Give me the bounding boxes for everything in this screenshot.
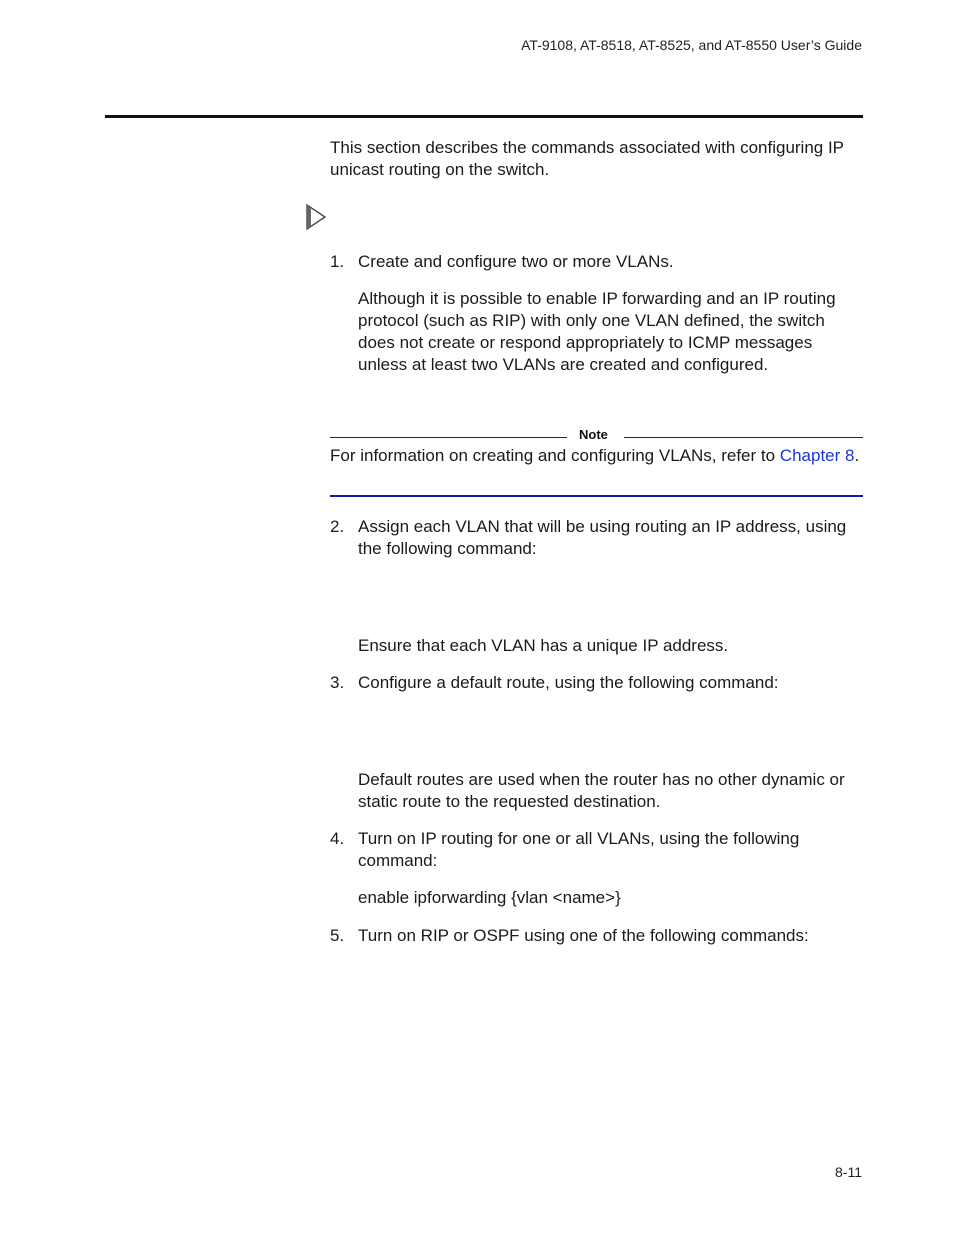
step-number: 4.	[330, 829, 345, 848]
step-text: Turn on RIP or OSPF using one of the following commands:	[358, 926, 809, 945]
step-number: 5.	[330, 926, 345, 945]
note-line-left	[330, 437, 567, 438]
step-text: Configure a default route, using the following command:	[358, 673, 779, 692]
step-number: 2.	[330, 517, 345, 536]
step-text: Turn on IP routing for one or all VLANs, using the following command:	[358, 829, 800, 870]
step3-detail: Default routes are used when the router has no other dynamic or static route to the requested destination.	[358, 770, 845, 811]
arrow-right-icon	[305, 203, 329, 231]
note-body	[330, 445, 870, 467]
note-text-end: .	[854, 446, 860, 465]
step2-detail: Ensure that each VLAN has a unique IP address.	[358, 636, 729, 655]
note-text: For information on creating and configuring VLANs, refer to	[330, 446, 780, 465]
step-text: Assign each VLAN that will be using routing an IP address, using the following command:	[358, 517, 847, 558]
note-label: Note	[579, 427, 608, 442]
section-rule	[105, 115, 863, 118]
note-line-right	[624, 437, 863, 438]
step-number: 1.	[330, 252, 345, 271]
running-header: AT-9108, AT-8518, AT-8525, and AT-8550 User’s Guide	[521, 37, 862, 53]
step-text: Create and configure two or more VLANs.	[358, 252, 674, 271]
chapter-link[interactable]: Chapter 8	[779, 446, 855, 465]
step-number: 3.	[330, 673, 345, 692]
step4-command: enable ipforwarding {vlan <name>}	[358, 888, 621, 907]
page-number: 8-11	[835, 1164, 862, 1180]
step1-detail: Although it is possible to enable IP forwarding and an IP routing protocol (such as RIP) with only one VLAN defined, the switch does not create or respond appropriately to ICMP messages unless at least two VLANs are created and configured.	[358, 289, 836, 374]
note-bottom-rule	[330, 495, 863, 497]
intro-paragraph: This section describes the commands associated with configuring IP unicast routing on the switch.	[330, 138, 844, 179]
